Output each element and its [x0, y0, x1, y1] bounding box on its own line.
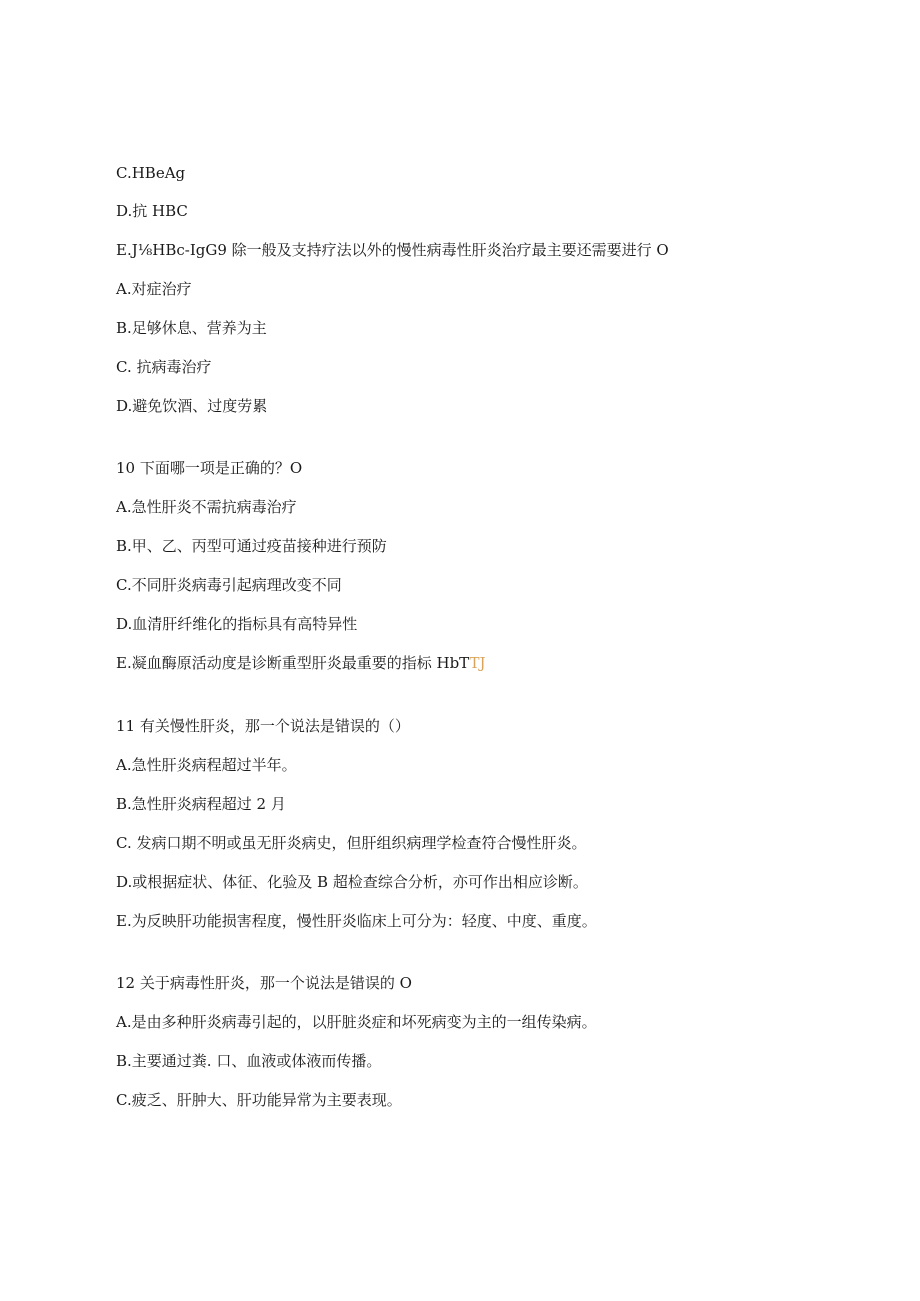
q9-option-a: A.对症治疗: [116, 280, 192, 298]
q12-stem: 12 关于病毒性肝炎，那一个说法是错误的 O: [116, 974, 412, 992]
q10-option-b: B.甲、乙、丙型可通过疫苗接种进行预防: [116, 537, 387, 555]
q10-option-e-text: E.凝血酶原活动度是诊断重型肝炎最重要的指标 HbT: [116, 654, 470, 672]
q10-stem: 10 下面哪一项是正确的？O: [116, 459, 303, 477]
q8-option-c: C.HBeAg: [116, 164, 186, 182]
q10-option-d: D.血清肝纤维化的指标具有高特异性: [116, 615, 358, 633]
q12-option-a: A.是由多种肝炎病毒引起的，以肝脏炎症和坏死病变为主的一组传染病。: [116, 1013, 597, 1031]
q12-option-c: C.疲乏、肝肿大、肝功能异常为主要表现。: [116, 1091, 402, 1109]
q9-option-c: C. 抗病毒治疗: [116, 358, 212, 376]
q8-option-d: D.抗 HBC: [116, 202, 188, 220]
q9-option-d: D.避免饮酒、过度劳累: [116, 397, 268, 415]
q8-option-e-q9-stem: E.J⅛HBc-IgG9 除一般及支持疗法以外的慢性病毒性肝炎治疗最主要还需要进行 O: [116, 241, 669, 259]
q11-stem: 11 有关慢性肝炎，那一个说法是错误的（）: [116, 717, 410, 735]
q10-option-c: C.不同肝炎病毒引起病理改变不同: [116, 576, 342, 594]
q11-option-a: A.急性肝炎病程超过半年。: [116, 756, 297, 774]
q11-option-d: D.或根据症状、体征、化验及 B 超检查综合分析，亦可作出相应诊断。: [116, 873, 588, 891]
q11-option-c: C. 发病口期不明或虽无肝炎病史，但肝组织病理学检查符合慢性肝炎。: [116, 834, 587, 852]
q11-option-e: E.为反映肝功能损害程度，慢性肝炎临床上可分为：轻度、中度、重度。: [116, 912, 597, 930]
q11-option-b: B.急性肝炎病程超过 2 月: [116, 795, 286, 813]
q10-option-e-accent: TJ: [469, 654, 486, 672]
q10-option-e: [116, 653, 486, 673]
q12-option-b: B.主要通过粪. 口、血液或体液而传播。: [116, 1052, 382, 1070]
q9-option-b: B.足够休息、营养为主: [116, 319, 267, 337]
q10-option-a: A.急性肝炎不需抗病毒治疗: [116, 498, 297, 516]
